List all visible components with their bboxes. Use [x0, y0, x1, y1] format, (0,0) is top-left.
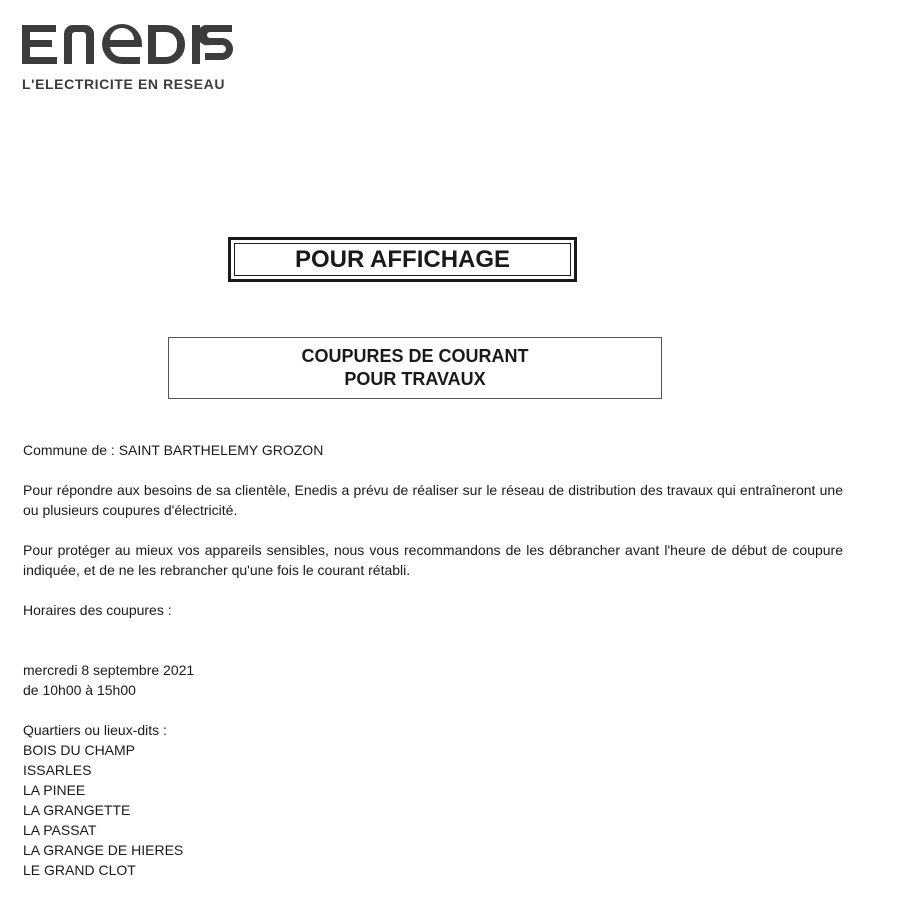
places-label: Quartiers ou lieux-dits : [23, 722, 167, 738]
logo-tagline: L'ELECTRICITE EN RESEAU [22, 76, 226, 92]
outage-date: mercredi 8 septembre 2021 [23, 662, 195, 678]
schedule-label: Horaires des coupures : [23, 602, 172, 618]
list-item: LA GRANGE DE HIERES [23, 842, 184, 858]
list-item: LE GRAND CLOT [23, 862, 136, 878]
display-notice-label: POUR AFFICHAGE [294, 245, 511, 273]
paragraph-advice: Pour protéger au mieux vos appareils sensibles, nous vous recommandons de les débrancher avant l'heure de début de coupure indiquée, et de ne les rebrancher qu'une fois le courant rétabli. [23, 542, 843, 578]
title-line-1: COUPURES DE COURANT [301, 346, 529, 366]
list-item: BOIS DU CHAMP [23, 742, 136, 758]
enedis-logo [22, 22, 236, 68]
title-line-2: POUR TRAVAUX [344, 369, 486, 389]
list-item: LA PINEE [23, 782, 86, 798]
places-list [23, 740, 843, 880]
paragraph-intro: Pour répondre aux besoins de sa clientèle, Enedis a prévu de réaliser sur le réseau de distribution des travaux qui entraîneront une ou plusieurs coupures d'électricité. [23, 482, 843, 518]
list-item: LA GRANGETTE [23, 802, 131, 818]
outage-time: de 10h00 à 15h00 [23, 682, 136, 698]
list-item: ISSARLES [23, 762, 92, 778]
notice-body [23, 440, 843, 880]
enedis-logo-icon [22, 22, 236, 68]
list-item: LA PASSAT [23, 822, 97, 838]
display-notice-box [228, 237, 577, 282]
title-box [168, 337, 662, 399]
commune-line: Commune de : SAINT BARTHELEMY GROZON [23, 442, 324, 458]
